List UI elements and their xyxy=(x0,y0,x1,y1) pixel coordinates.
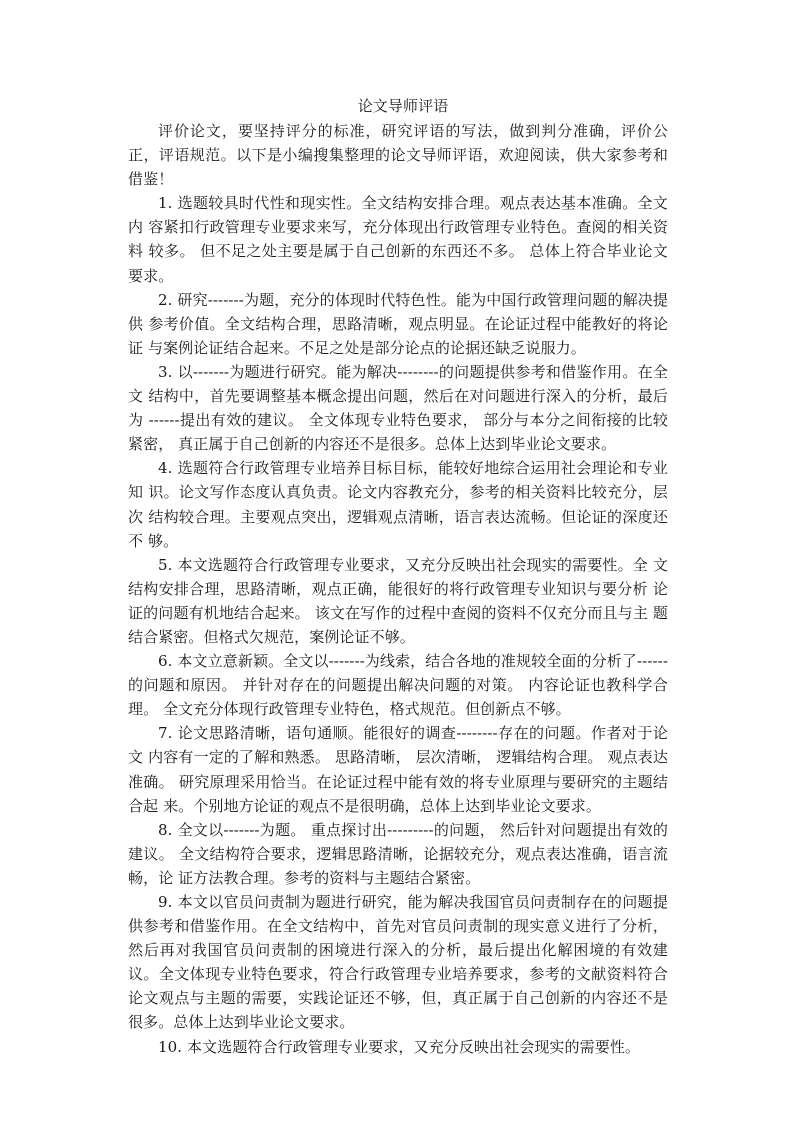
comment-paragraph-8: 8. 全文以-------为题。 重点探讨出---------的问题， 然后针对问题提出有效的建议。 全文结构符合要求，逻辑思路清晰，论据较充分，观点表达准确，语言流畅，论 证方法教合理。参考的资料与主题结合紧密。 xyxy=(128,820,668,887)
comment-paragraph-9: 9. 本文以官员问责制为题进行研究，能为解决我国官员问责制存在的问题提供参考和借鉴作用。在全文结构中，首先对官员问责制的现实意义进行了分析，然后再对我国官员问责制的困境进行深入的分析，最后提出化解困境的有效建议。全文体现专业特色要求，符合行政管理专业培养要求，参考的文献资料符合论文观点与主题的需要，实践论证还不够，但，真正属于自己创新的内容还不是很多。总体上达到毕业论文要求。 xyxy=(128,893,668,1032)
comment-paragraph-1: 1. 选题较具时代性和现实性。全文结构安排合理。观点表达基本准确。全文内 容紧扣行政管理专业要求来写，充分体现出行政管理专业特色。查阅的相关资料 较多。 但不足之处主要是属于自己创新的东西还不多。 总体上符合毕业论文要求。 xyxy=(128,194,668,285)
comment-paragraph-7: 7. 论文思路清晰，语句通顺。能很好的调查--------存在的问题。作者对于论文 内容有一定的了解和熟悉。 思路清晰， 层次清晰， 逻辑结构合理。 观点表达准确。 研究原理采用恰当。在论证过程中能有效的将专业原理与要研究的主题结合起 来。个别地方论证的观点不是很明确，总体上达到毕业论文要求。 xyxy=(128,724,668,815)
comment-paragraph-5: 5. 本文选题符合行政管理专业要求，又充分反映出社会现实的需要性。全 文结构安排合理，思路清晰，观点正确，能很好的将行政管理专业知识与要分析 论证的问题有机地结合起来。 该文在写作的过程中查阅的资料不仅充分而且与主 题结合紧密。但格式欠规范，案例论证不够。 xyxy=(128,555,668,646)
comment-paragraph-10: 10. 本文选题符合行政管理专业要求，又充分反映出社会现实的需要性。 xyxy=(158,1037,641,1056)
document-title: 论文导师评语 xyxy=(357,97,449,115)
intro-paragraph: 评价论文，要坚持评分的标准，研究评语的写法，做到判分准确，评价公正，评语规范。以下是小编搜集整理的论文导师评语，欢迎阅读，供大家参考和借鉴！ xyxy=(128,122,668,189)
comment-paragraph-4: 4. 选题符合行政管理专业培养目标目标，能较好地综合运用社会理论和专业知 识。论文写作态度认真负责。论文内容教充分，参考的相关资料比较充分，层次 结构较合理。主要观点突出，逻辑观点清晰，语言表达流畅。但论证的深度还不 够。 xyxy=(128,459,668,550)
comment-paragraph-2: 2. 研究-------为题，充分的体现时代特色性。能为中国行政管理问题的解决提供 参考价值。全文结构合理，思路清晰，观点明显。在论证过程中能教好的将论证 与案例论证结合起来。不足之处是部分论点的论据还缺乏说服力。 xyxy=(128,290,668,357)
document-page xyxy=(128,93,668,1059)
comment-paragraph-3: 3. 以-------为题进行研究。能为解决--------的问题提供参考和借鉴作用。在全文 结构中，首先要调整基本概念提出问题，然后在对问题进行深入的分析，最后为 ------提出有效的建议。 全文体现专业特色要求， 部分与本分之间衔接的比较紧密， 真正属于自己创新的内容还不是很多。总体上达到毕业论文要求。 xyxy=(128,362,668,454)
comment-paragraph-6: 6. 本文立意新颖。全文以-------为线索，结合各地的准规较全面的分析了------的问题和原因。 并针对存在的问题提出解决问题的对策。 内容论证也教科学合理。 全文充分体现行政管理专业特色，格式规范。但创新点不够。 xyxy=(128,652,668,719)
